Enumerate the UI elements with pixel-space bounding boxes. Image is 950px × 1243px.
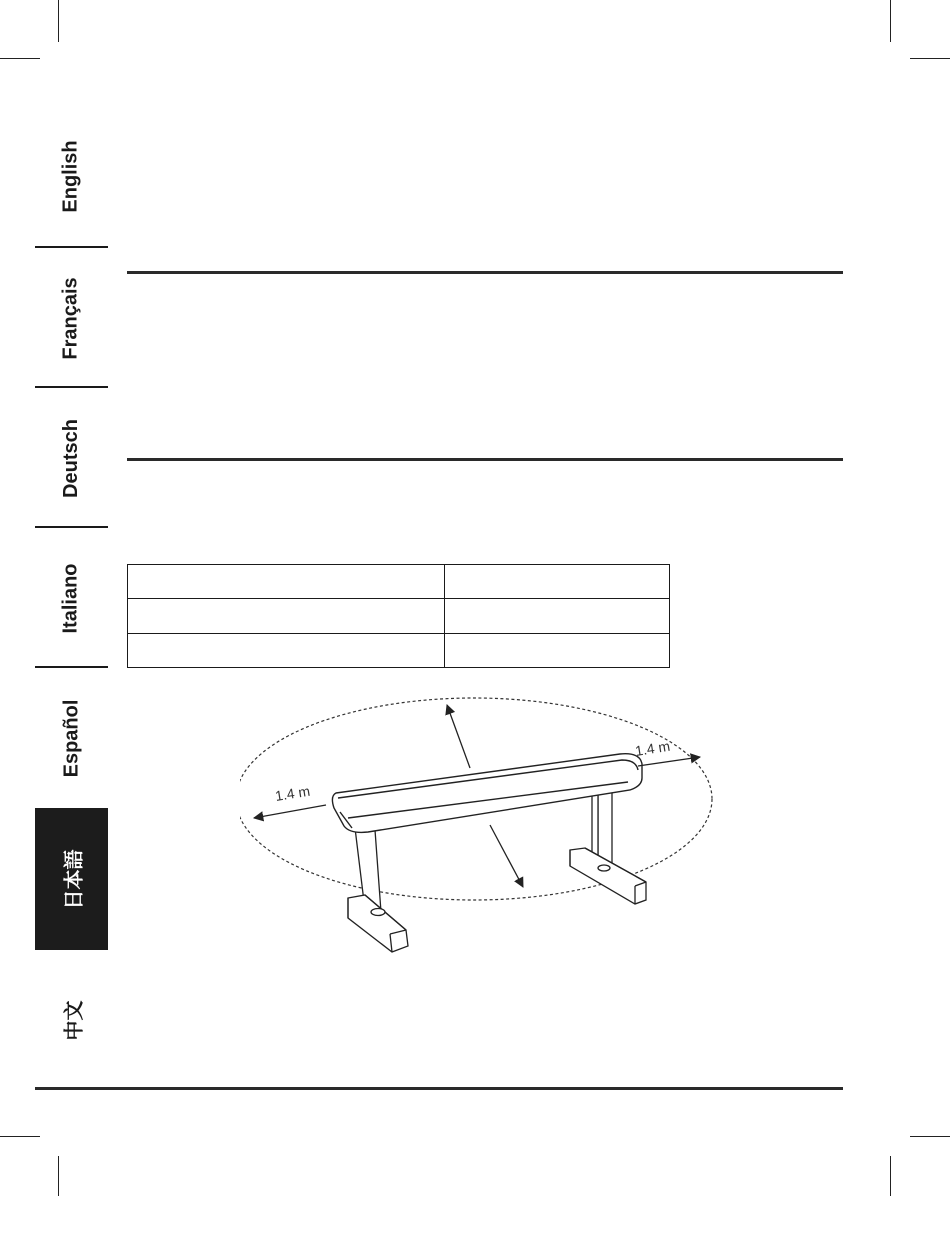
- clearance-label-right: 1.4 m: [633, 737, 672, 759]
- clearance-label-left: 1.4 m: [273, 782, 312, 804]
- crop-mark-bottom-right-v: [890, 1156, 891, 1196]
- crop-mark-bottom-left-h: [0, 1136, 40, 1137]
- tab-francais-label: Français: [60, 276, 83, 360]
- table-row: [128, 565, 670, 599]
- clearance-arrow-back: [447, 705, 470, 768]
- table-cell: [445, 565, 670, 599]
- tab-chinese[interactable]: [35, 950, 108, 1090]
- crop-mark-top-right-v: [890, 0, 891, 42]
- table-cell: [128, 599, 445, 633]
- footer-divider: [35, 1087, 843, 1090]
- tab-deutsch-label: Deutsch: [60, 418, 82, 498]
- clearance-arrow-right: [638, 757, 700, 766]
- crop-mark-top-left-h: [0, 58, 40, 59]
- tab-italiano[interactable]: [35, 528, 108, 668]
- table-cell: [445, 599, 670, 633]
- bench-leg-left: [348, 826, 408, 952]
- tab-espanol[interactable]: [35, 668, 108, 808]
- tab-english-label: English: [59, 139, 82, 213]
- tab-japanese-label: 日本語: [63, 849, 85, 909]
- clearance-arrow-front: [490, 825, 523, 887]
- section-divider: [127, 271, 843, 274]
- tab-chinese-label: 中文: [63, 1000, 85, 1040]
- tab-espanol-label: Español: [60, 699, 83, 777]
- tab-english[interactable]: [35, 105, 108, 247]
- crop-mark-bottom-left-v: [58, 1156, 59, 1196]
- crop-mark-top-left-v: [58, 0, 59, 42]
- table-row: [128, 599, 670, 633]
- tab-japanese[interactable]: [35, 808, 108, 950]
- clearance-arrow-left: [254, 805, 326, 818]
- crop-mark-bottom-right-h: [910, 1136, 950, 1137]
- section-divider: [127, 458, 843, 461]
- crop-mark-top-right-h: [910, 58, 950, 59]
- table-cell: [128, 565, 445, 599]
- table-cell: [128, 633, 445, 667]
- tab-italiano-label: Italiano: [59, 562, 82, 634]
- tab-francais[interactable]: [35, 248, 108, 388]
- table-cell: [445, 633, 670, 667]
- bench-clearance-diagram: [240, 690, 730, 970]
- bench-leg-right: [570, 790, 646, 904]
- tab-deutsch[interactable]: [35, 388, 108, 528]
- table-row: [128, 633, 670, 667]
- spec-table: [127, 564, 670, 668]
